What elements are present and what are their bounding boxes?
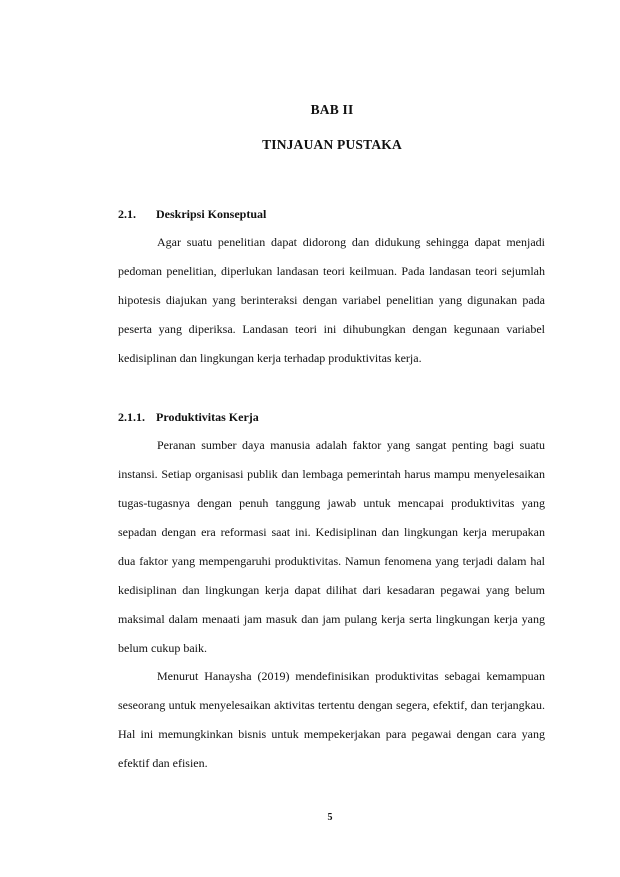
section-heading-2-1-1 xyxy=(118,410,259,425)
section-title: Deskripsi Konseptual xyxy=(156,207,267,221)
chapter-number: BAB II xyxy=(310,102,354,117)
chapter-title: TINJAUAN PUSTAKA xyxy=(262,137,402,152)
paragraph-peranan-sdm: Peranan sumber daya manusia adalah faktor yang sangat penting bagi suatu instansi. Setiap organisasi publik dan lembaga pemerintah harus mampu menyelesaikan tugas-tugasnya dengan penuh tanggung jawab untuk mencapai produktivitas yang sepadan dengan era reformasi saat ini. Kedisiplinan dan lingkungan kerja merupakan dua faktor yang mempengaruhi produktivitas. Namun fenomena yang terjadi dalam hal kedisiplinan dan lingkungan kerja dapat dilihat dari kesadaran pegawai yang belum maksimal dalam menaati jam masuk dan jam pulang kerja serta lingkungan kerja yang belum cukup baik. xyxy=(118,438,545,655)
paragraph-deskripsi-konseptual: Agar suatu penelitian dapat didorong dan didukung sehingga dapat menjadi pedoman penelitian, diperlukan landasan teori keilmuan. Pada landasan teori sejumlah hipotesis diajukan yang berinteraksi dengan variabel penelitian yang digunakan pada peserta yang diperiksa. Landasan teori ini dihubungkan dengan kegunaan variabel kedisiplinan dan lingkungan kerja terhadap produktivitas kerja. xyxy=(118,235,545,365)
subsection-number: 2.1.1. xyxy=(118,410,145,424)
section-number: 2.1. xyxy=(118,207,136,221)
paragraph-hanaysha-definition: Menurut Hanaysha (2019) mendefinisikan produktivitas sebagai kemampuan seseorang untuk menyelesaikan aktivitas tertentu dengan segera, efektif, dan terjangkau. Hal ini memungkinkan bisnis untuk mempekerjakan para pegawai dengan cara yang efektif dan efisien. xyxy=(118,669,545,770)
page-number: 5 xyxy=(327,812,333,823)
subsection-title: Produktivitas Kerja xyxy=(156,410,259,424)
section-heading-2-1 xyxy=(118,207,266,222)
